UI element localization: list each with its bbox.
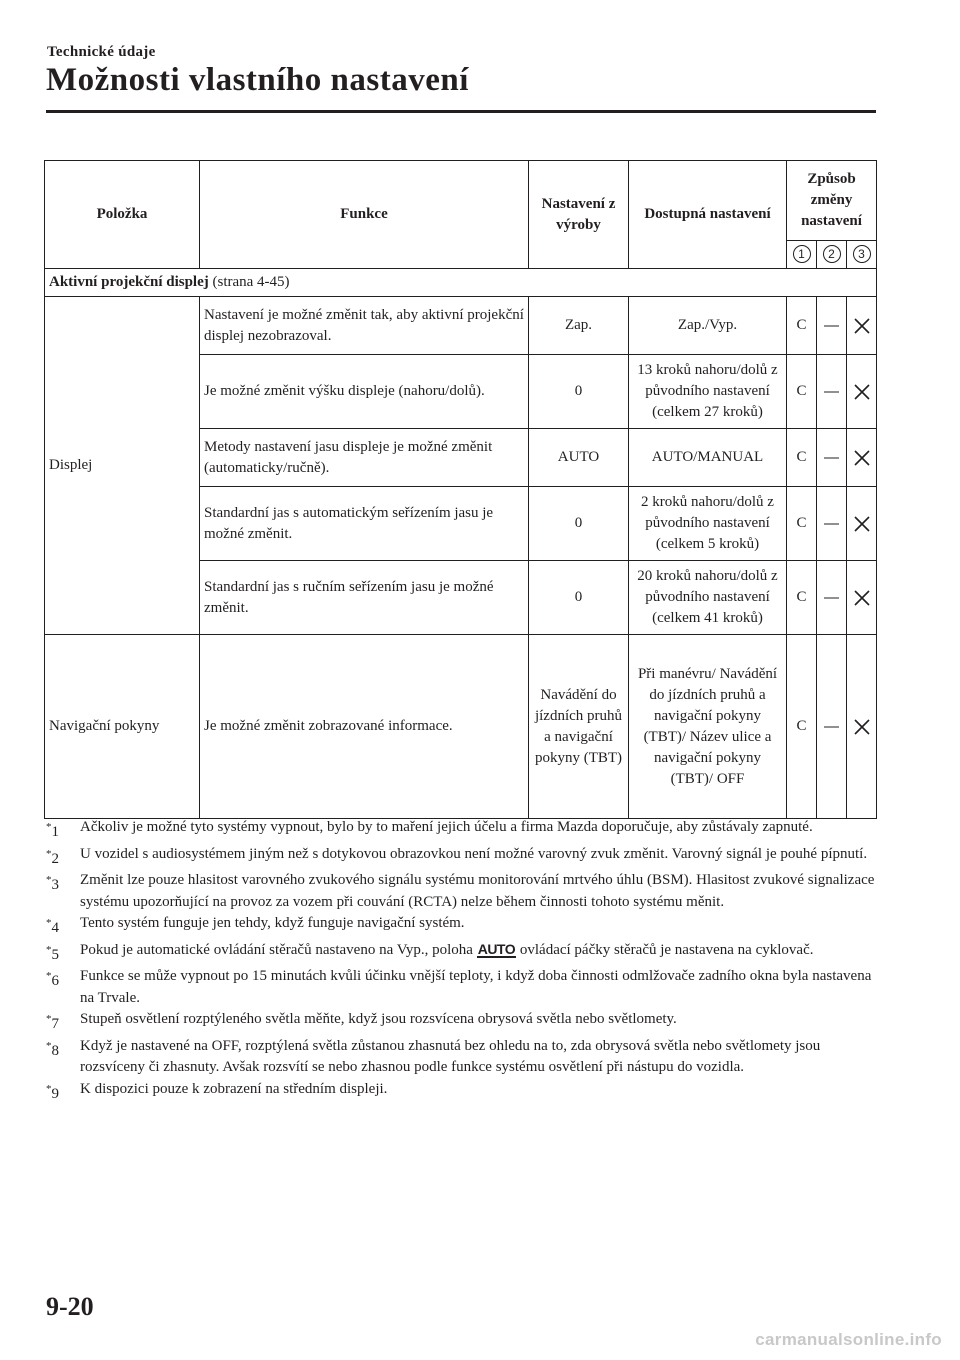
footnote-number: 5 (51, 946, 59, 963)
cell-factory: 0 (529, 487, 629, 561)
footnote-asterisk: * (46, 821, 52, 833)
cell-available: 2 kroků nahoru/dolů z původního nastavení (celkem 5 kroků) (629, 487, 787, 561)
header-item: Položka (45, 161, 200, 269)
page-number: 9-20 (46, 1292, 94, 1321)
wiper-auto-icon: AUTO (477, 940, 516, 957)
section-label: Technické údaje (47, 44, 156, 60)
group-title: Aktivní projekční displej (49, 274, 209, 290)
cell-method-1: C (787, 355, 817, 429)
footnote-number: 2 (51, 850, 59, 867)
group-header-row (45, 269, 877, 297)
cell-factory: 0 (529, 561, 629, 635)
footnote-number: 8 (51, 1042, 59, 1059)
footnote (46, 1079, 876, 1106)
cell-function: Standardní jas s ručním seřízením jasu je možné změnit. (200, 561, 529, 635)
cell-function: Metody nastavení jasu displeje je možné změnit (automaticky/ručně). (200, 429, 529, 487)
header-method-col-3 (847, 241, 877, 269)
cell-factory: AUTO (529, 429, 629, 487)
footnote-number: 7 (51, 1016, 59, 1032)
footnote-number: 3 (51, 877, 59, 893)
footnote-asterisk: * (46, 970, 52, 982)
cell-method-3 (847, 297, 877, 355)
cell-method-1: C (787, 635, 817, 819)
cell-available: AUTO/MANUAL (629, 429, 787, 487)
footnote-number: 1 (51, 824, 59, 840)
cell-method-1: C (787, 429, 817, 487)
cell-function: Nastavení je možné změnit tak, aby aktivní projekční displej nezobrazoval. (200, 297, 529, 355)
footnote-text: Pokud je automatické ovládání stěračů nastaveno na Vyp., poloha AUTO ovládací páčky stěračů je nastavena na cyklovač. (80, 940, 814, 958)
header-method-col-2 (817, 241, 847, 269)
cell-method-2: — (817, 635, 847, 819)
footnote-asterisk: * (46, 1013, 52, 1025)
cell-method-2: — (817, 355, 847, 429)
group-page-ref: (strana 4-45) (212, 274, 290, 290)
header-method: Způsob změny nastavení (787, 161, 877, 241)
footnote-text: U vozidel s audiosystémem jiným než s dotykovou obrazovkou není možné varovný zvuk změnit. Varovný signál je pouhé pípnutí. (80, 845, 868, 862)
footnote-text: Stupeň osvětlení rozptýleného světla měňte, když jsou rozsvícena obrysová světla nebo světlomety. (80, 1011, 677, 1027)
footnote (46, 817, 876, 844)
table-row (45, 297, 877, 355)
footnotes (46, 817, 876, 1105)
footnote-text: K dispozici pouze k zobrazení na středním displeji. (80, 1080, 388, 1097)
header-method-col-1 (787, 241, 817, 269)
footnote (46, 1036, 876, 1079)
cell-available: Při manévru/ Navádění do jízdních pruhů a navigační pokyny (TBT)/ Název ulice a navigační pokyny (TBT)/ OFF (629, 635, 787, 819)
cross-icon (852, 588, 872, 608)
cell-method-2: — (817, 429, 847, 487)
footnote-text: Změnit lze pouze hlasitost varovného zvukového signálu systému monitorování mrtvého úhlu (BSM). Hlasitost zvukové signalizace systému upozorňující na provoz za vozem při couvání (RCTA) nelze během činnosti tohoto systému měnit. (80, 872, 875, 910)
footnote-asterisk: * (46, 1039, 52, 1052)
number-1-badge: 1 (793, 245, 811, 263)
cell-method-1: C (787, 561, 817, 635)
cell-method-2: — (817, 561, 847, 635)
watermark: carmanualsonline.info (755, 1330, 942, 1349)
footnote-text: Ačkoliv je možné tyto systémy vypnout, bylo by to maření jejich účelu a firma Mazda doporučuje, aby zůstávaly zapnuté. (80, 819, 813, 835)
cell-method-3 (847, 355, 877, 429)
cell-method-3 (847, 635, 877, 819)
cell-function: Standardní jas s automatickým seřízením jasu je možné změnit. (200, 487, 529, 561)
page-title: Možnosti vlastního nastavení (46, 62, 469, 98)
cell-available: 20 kroků nahoru/dolů z původního nastavení (celkem 41 kroků) (629, 561, 787, 635)
settings-table (44, 160, 877, 819)
number-3-badge: 3 (853, 245, 871, 263)
footnote-asterisk: * (46, 943, 52, 956)
footnote (46, 870, 876, 913)
cell-method-3 (847, 487, 877, 561)
number-2-badge: 2 (823, 245, 841, 263)
cell-factory: Zap. (529, 297, 629, 355)
footnote-asterisk: * (46, 874, 52, 886)
cell-available: Zap./Vyp. (629, 297, 787, 355)
cell-method-1: C (787, 297, 817, 355)
cell-method-1: C (787, 487, 817, 561)
footnote (46, 913, 876, 940)
cell-method-3 (847, 429, 877, 487)
cross-icon (852, 448, 872, 468)
footnote-text: Když je nastavené na OFF, rozptýlená světla zůstanou zhasnutá bez ohledu na to, zda obrysová světla nebo světlomety jsou rozsvíceny či zhasnuty. Avšak rozsvítí se nebo zhasnou podle funkce systému osvětlení při nástupu do vozidla. (80, 1037, 821, 1075)
header-available: Dostupná nastavení (629, 161, 787, 269)
footnote (46, 940, 876, 967)
cell-method-2: — (817, 487, 847, 561)
footnote-asterisk: * (46, 917, 52, 929)
cell-factory: 0 (529, 355, 629, 429)
cell-item: Displej (45, 297, 200, 635)
cell-function: Je možné změnit zobrazované informace. (200, 635, 529, 819)
footnote-text: Tento systém funguje jen tehdy, když funguje navigační systém. (80, 915, 465, 931)
cell-method-2: — (817, 297, 847, 355)
cell-item: Navigační pokyny (45, 635, 200, 819)
cell-function: Je možné změnit výšku displeje (nahoru/dolů). (200, 355, 529, 429)
footnote-text: Funkce se může vypnout po 15 minutách kvůli účinku vnější teploty, i když doba činnosti odmlžovače zadního okna byla nastavena na Trvale. (80, 968, 872, 1006)
footnote (46, 844, 876, 871)
cell-factory: Navádění do jízdních pruhů a navigační pokyny (TBT) (529, 635, 629, 819)
cross-icon (852, 316, 872, 336)
footnote (46, 966, 876, 1009)
footnote-number: 6 (51, 973, 59, 989)
title-rule (46, 110, 876, 113)
footnote-asterisk: * (46, 1082, 52, 1095)
cell-method-3 (847, 561, 877, 635)
table-row (45, 635, 877, 819)
cross-icon (852, 717, 872, 737)
footnote-number: 4 (51, 920, 59, 936)
header-function: Funkce (200, 161, 529, 269)
header-factory: Nastavení z výroby (529, 161, 629, 269)
footnote (46, 1009, 876, 1036)
cell-available: 13 kroků nahoru/dolů z původního nastavení (celkem 27 kroků) (629, 355, 787, 429)
cross-icon (852, 514, 872, 534)
footnote-number: 9 (51, 1085, 59, 1102)
cross-icon (852, 382, 872, 402)
footnote-asterisk: * (46, 847, 52, 860)
